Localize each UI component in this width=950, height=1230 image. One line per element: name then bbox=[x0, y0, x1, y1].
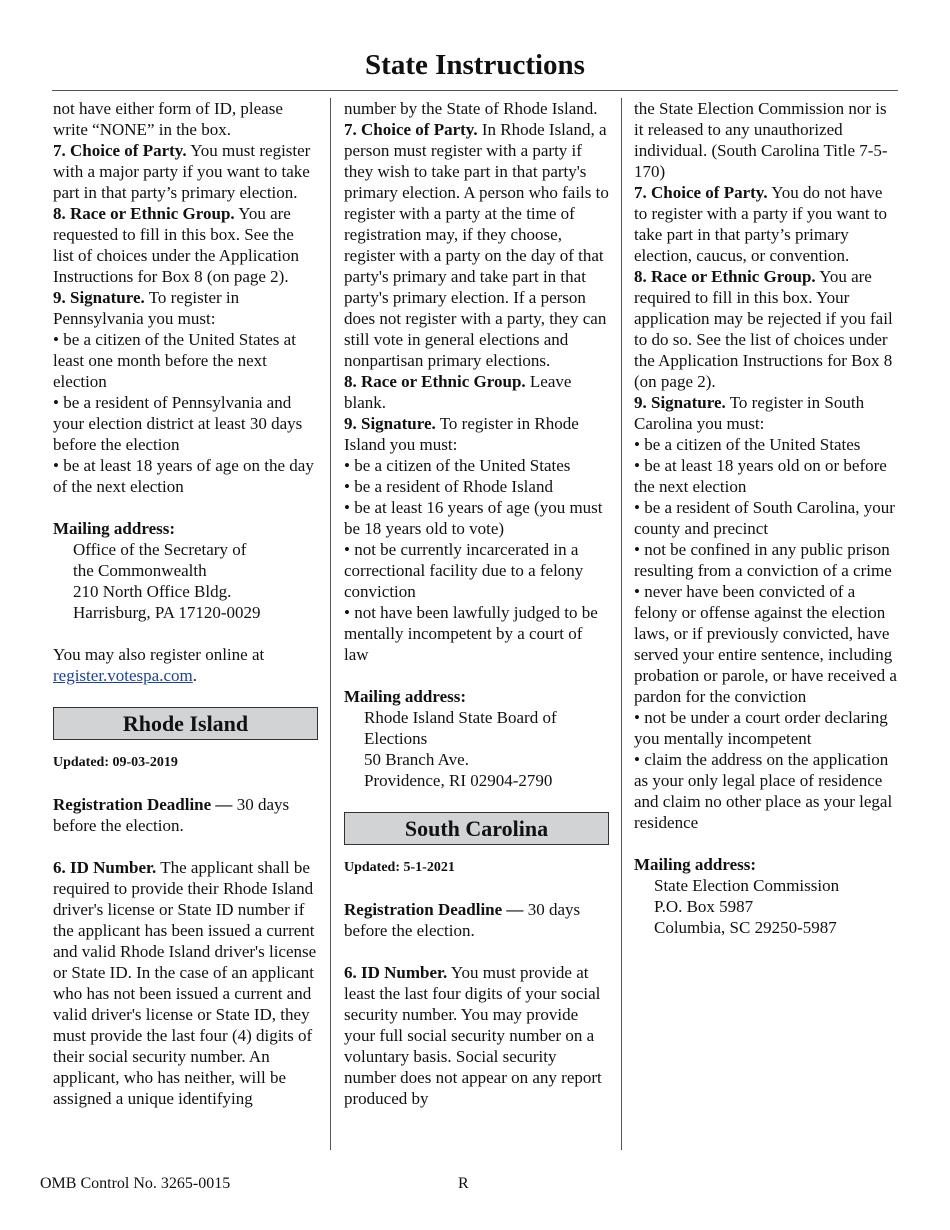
pa-requirement: • be a citizen of the United States at least one month before the next election bbox=[53, 330, 296, 391]
sc-id-number-continued: the State Election Commission nor is it released to any unauthorized individual. (South Carolina Title 7-5-170) bbox=[634, 99, 888, 181]
omb-control-number: OMB Control No. 3265-0015 bbox=[40, 1175, 231, 1192]
sc-updated-date: Updated: 5-1-2021 bbox=[344, 860, 455, 875]
ri-requirement: • be at least 16 years of age (you must be 18 years old to vote) bbox=[344, 498, 603, 538]
pa-online-registration: You may also register online at register.votespa.com. bbox=[53, 645, 265, 685]
pa-address-line: Harrisburg, PA 17120-0029 bbox=[73, 603, 261, 622]
column-divider bbox=[330, 98, 331, 1150]
ri-requirement: • not be currently incarcerated in a correctional facility due to a felony conviction bbox=[344, 540, 584, 601]
pa-choice-of-party: 7. Choice of Party. You must register with a major party if you want to take part in that party’s primary election. bbox=[53, 141, 311, 202]
pa-race-ethnic-group: 8. Race or Ethnic Group. You are requested to fill in this box. See the list of choices under the Application Instructions for Box 8 (on page 2). bbox=[53, 204, 299, 286]
ri-address-line: Elections bbox=[364, 729, 428, 748]
ri-address-line: Rhode Island State Board of bbox=[364, 708, 557, 727]
ri-requirement: • be a resident of Rhode Island bbox=[344, 477, 553, 496]
ri-id-number-continued: number by the State of Rhode Island. bbox=[344, 99, 598, 118]
pa-address-line: Office of the Secretary of bbox=[73, 540, 247, 559]
ri-address-line: 50 Branch Ave. bbox=[364, 750, 469, 769]
pa-address-line: 210 North Office Bldg. bbox=[73, 582, 232, 601]
sc-signature: 9. Signature. To register in South Carolina you must: bbox=[634, 393, 865, 433]
south-carolina-heading: South Carolina bbox=[344, 812, 609, 845]
sc-requirement: • be a citizen of the United States bbox=[634, 435, 861, 454]
sc-mailing-label: Mailing address: bbox=[634, 855, 757, 874]
ri-race-ethnic-group: 8. Race or Ethnic Group. Leave blank. bbox=[344, 372, 572, 412]
ri-requirement: • be a citizen of the United States bbox=[344, 456, 571, 475]
ri-id-number: 6. ID Number. The applicant shall be required to provide their Rhode Island driver's license or State ID number if the applicant has been issued a current and valid Rhode Island driver's license or State ID. In the case of an applicant who has not been issued a current and valid driver's license or State ID, they must provide the last four (4) digits of their social security number. An applicant, who has neither, will be assigned a unique identifying bbox=[53, 858, 317, 1108]
pa-requirement: • be a resident of Pennsylvania and your election district at least 30 days before the election bbox=[53, 393, 303, 454]
sc-address-line: Columbia, SC 29250-5987 bbox=[654, 918, 837, 937]
ri-requirement: • not have been lawfully judged to be mentally incompetent by a court of law bbox=[344, 603, 598, 664]
ri-signature: 9. Signature. To register in Rhode Island you must: bbox=[344, 414, 579, 454]
pa-signature: 9. Signature. To register in Pennsylvania you must: bbox=[53, 288, 240, 328]
sc-address-line: P.O. Box 5987 bbox=[654, 897, 754, 916]
sc-registration-deadline: Registration Deadline — 30 days before the election. bbox=[344, 900, 581, 940]
pa-mailing-label: Mailing address: bbox=[53, 519, 176, 538]
column-1 bbox=[53, 98, 318, 1109]
sc-requirement: • claim the address on the application as your only legal place of residence and claim no other place as your legal residence bbox=[634, 750, 893, 832]
ri-choice-of-party: 7. Choice of Party. In Rhode Island, a person must register with a party if they wish to take part in that party's primary election. A person who fails to register with a party at the time of registration may, if they choose, register with a party on the day of that party's primary and take part in that party's primary election. If a person does not register with a party, they can still vote in general elections and nonpartisan primary elections. bbox=[344, 120, 609, 370]
ri-registration-deadline: Registration Deadline — 30 days before the election. bbox=[53, 795, 290, 835]
page-title: State Instructions bbox=[365, 49, 585, 81]
sc-requirement: • be at least 18 years old on or before the next election bbox=[634, 456, 887, 496]
sc-id-number: 6. ID Number. You must provide at least the last four digits of your social security number. You may provide your full social security number on a voluntary basis. Social security number does not appear on any report produced by bbox=[344, 963, 602, 1108]
title-divider bbox=[52, 90, 898, 91]
sc-requirement: • not be under a court order declaring you mentally incompetent bbox=[634, 708, 888, 748]
sc-requirement: • not be confined in any public prison resulting from a conviction of a crime bbox=[634, 540, 892, 580]
sc-race-ethnic-group: 8. Race or Ethnic Group. You are required to fill in this box. Your application may be rejected if you fail to do so. See the list of choices under the Application Instructions for Box 8 (on page 2). bbox=[634, 267, 893, 391]
ri-address-line: Providence, RI 02904-2790 bbox=[364, 771, 553, 790]
ri-updated-date: Updated: 09-03-2019 bbox=[53, 755, 178, 770]
pa-online-link[interactable]: register.votespa.com bbox=[53, 666, 193, 685]
rhode-island-heading: Rhode Island bbox=[53, 707, 318, 740]
column-3 bbox=[634, 98, 899, 938]
pennsylvania-id-continued: not have either form of ID, please write “NONE” in the box. bbox=[53, 99, 283, 139]
pa-requirement: • be at least 18 years of age on the day of the next election bbox=[53, 456, 314, 496]
column-divider bbox=[621, 98, 622, 1150]
sc-requirement: • never have been convicted of a felony or offense against the election laws, or if previously convicted, have served your entire sentence, including probation or parole, or have received a pardon for the conviction bbox=[634, 582, 897, 706]
page-marker: R bbox=[458, 1175, 469, 1192]
sc-choice-of-party: 7. Choice of Party. You do not have to register with a party if you want to take part in that party’s primary election, caucus, or convention. bbox=[634, 183, 888, 265]
sc-requirement: • be a resident of South Carolina, your county and precinct bbox=[634, 498, 895, 538]
sc-address-line: State Election Commission bbox=[654, 876, 840, 895]
ri-mailing-label: Mailing address: bbox=[344, 687, 467, 706]
pa-address-line: the Commonwealth bbox=[73, 561, 207, 580]
column-2 bbox=[344, 98, 609, 1109]
